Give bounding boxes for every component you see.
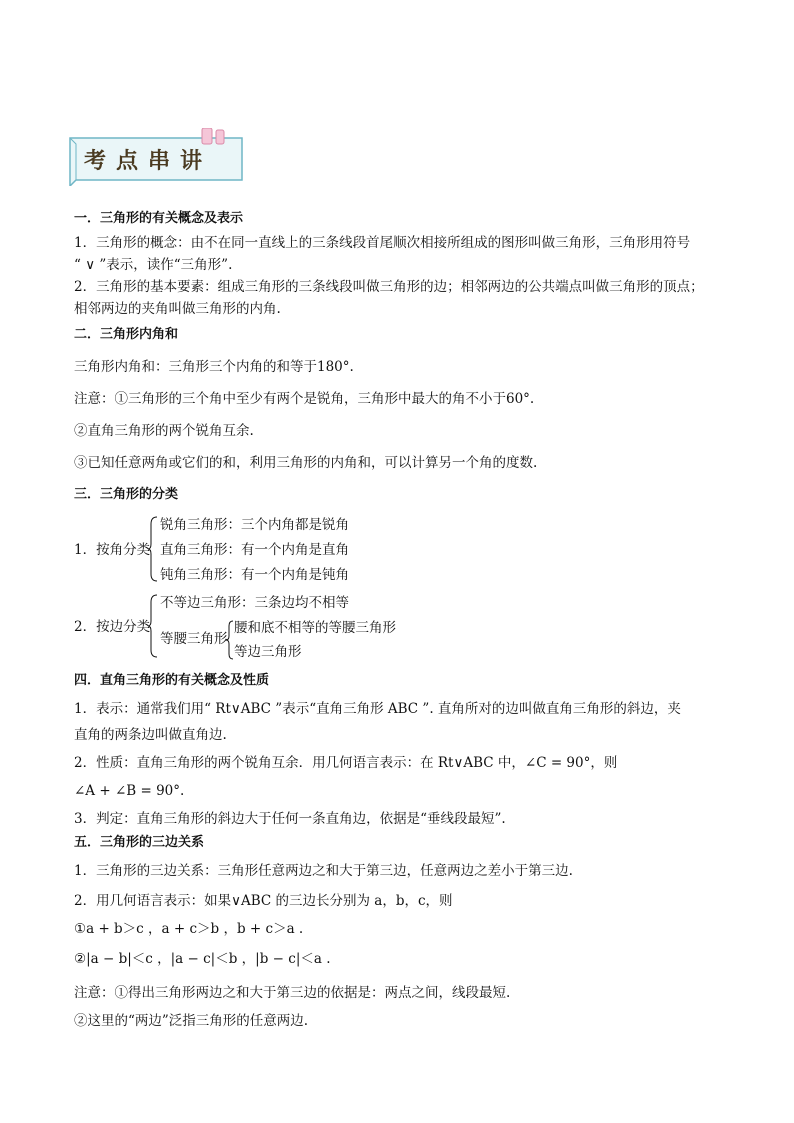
s5-line-1: 1．三角形的三边关系：三角形任意两边之和大于第三边，任意两边之差小于第三边. <box>74 863 573 879</box>
s4-line-2: 直角的两条边叫做直角边. <box>74 727 227 743</box>
section-5-heading: 五．三角形的三边关系 <box>74 835 205 850</box>
brace-isosceles <box>226 620 234 660</box>
s2-line-1: 三角形内角和：三角形三个内角的和等于180°. <box>74 359 354 375</box>
s4-line-4: ∠A + ∠B = 90°. <box>74 783 185 799</box>
s3-side-label: 2．按边分类 <box>74 619 151 635</box>
s3-acute: 锐角三角形：三个内角都是锐角 <box>160 517 349 533</box>
s3-isosceles: 等腰三角形 <box>160 631 228 647</box>
s1-line-1: 1．三角形的概念：由不在同一直线上的三条线段首尾顺次相接所组成的图形叫做三角形，三角形用符号 <box>74 235 691 251</box>
brace-angle <box>148 516 158 582</box>
s3-right: 直角三角形：有一个内角是直角 <box>160 542 349 558</box>
s5-line-3: ①a + b＞c ，a + c＞b ，b + c＞a . <box>74 921 304 937</box>
s5-line-2: 2．用几何语言表示：如果∨ABC 的三边长分别为 a，b，c，则 <box>74 893 453 909</box>
s5-line-4: ②|a − b|＜c ，|a − c|＜b ，|b − c|＜a . <box>74 951 331 967</box>
section-4-heading: 四．直角三角形的有关概念及性质 <box>74 673 270 688</box>
s3-equilateral: 等边三角形 <box>234 644 302 660</box>
banner-title: 考点串讲 <box>84 148 213 174</box>
s5-line-5: 注意：①得出三角形两边之和大于第三边的依据是：两点之间，线段最短. <box>74 985 511 1001</box>
s2-line-3: ②直角三角形的两个锐角互余. <box>74 423 254 439</box>
s1-line-4: 相邻两边的夹角叫做三角形的内角. <box>74 301 281 317</box>
s4-line-3: 2．性质：直角三角形的两个锐角互余．用几何语言表示：在 Rt∨ABC 中，∠C = 90°，则 <box>74 755 618 771</box>
s3-scalene: 不等边三角形：三条边均不相等 <box>160 595 349 611</box>
s5-line-6: ②这里的“两边”泛指三角形的任意两边. <box>74 1013 309 1029</box>
s3-iso-non-equilateral: 腰和底不相等的等腰三角形 <box>234 620 396 636</box>
section-2-heading: 二．三角形内角和 <box>74 327 179 342</box>
s1-line-3: 2．三角形的基本要素：组成三角形的三条线段叫做三角形的边；相邻两边的公共端点叫做三角形的顶点； <box>74 279 704 295</box>
s3-obtuse: 钝角三角形：有一个内角是钝角 <box>160 567 349 583</box>
brace-side <box>148 594 158 658</box>
s4-line-5: 3．判定：直角三角形的斜边大于任何一条直角边，依据是“垂线段最短”. <box>74 811 506 827</box>
s3-angle-label: 1．按角分类 <box>74 542 151 558</box>
section-1-heading: 一．三角形的有关概念及表示 <box>74 211 244 226</box>
s4-line-1: 1．表示：通常我们用“ Rt∨ABC ”表示“直角三角形 ABC ”. 直角所对的边叫做直角三角形的斜边，夹 <box>74 701 681 717</box>
s2-line-4: ③已知任意两角或它们的和，利用三角形的内角和，可以计算另一个角的度数. <box>74 455 538 471</box>
section-3-heading: 三．三角形的分类 <box>74 487 179 502</box>
s2-line-2: 注意：①三角形的三个角中至少有两个是锐角，三角形中最大的角不小于60°. <box>74 391 535 407</box>
s1-line-2: “ ∨ ”表示，读作“三角形”. <box>74 257 233 273</box>
